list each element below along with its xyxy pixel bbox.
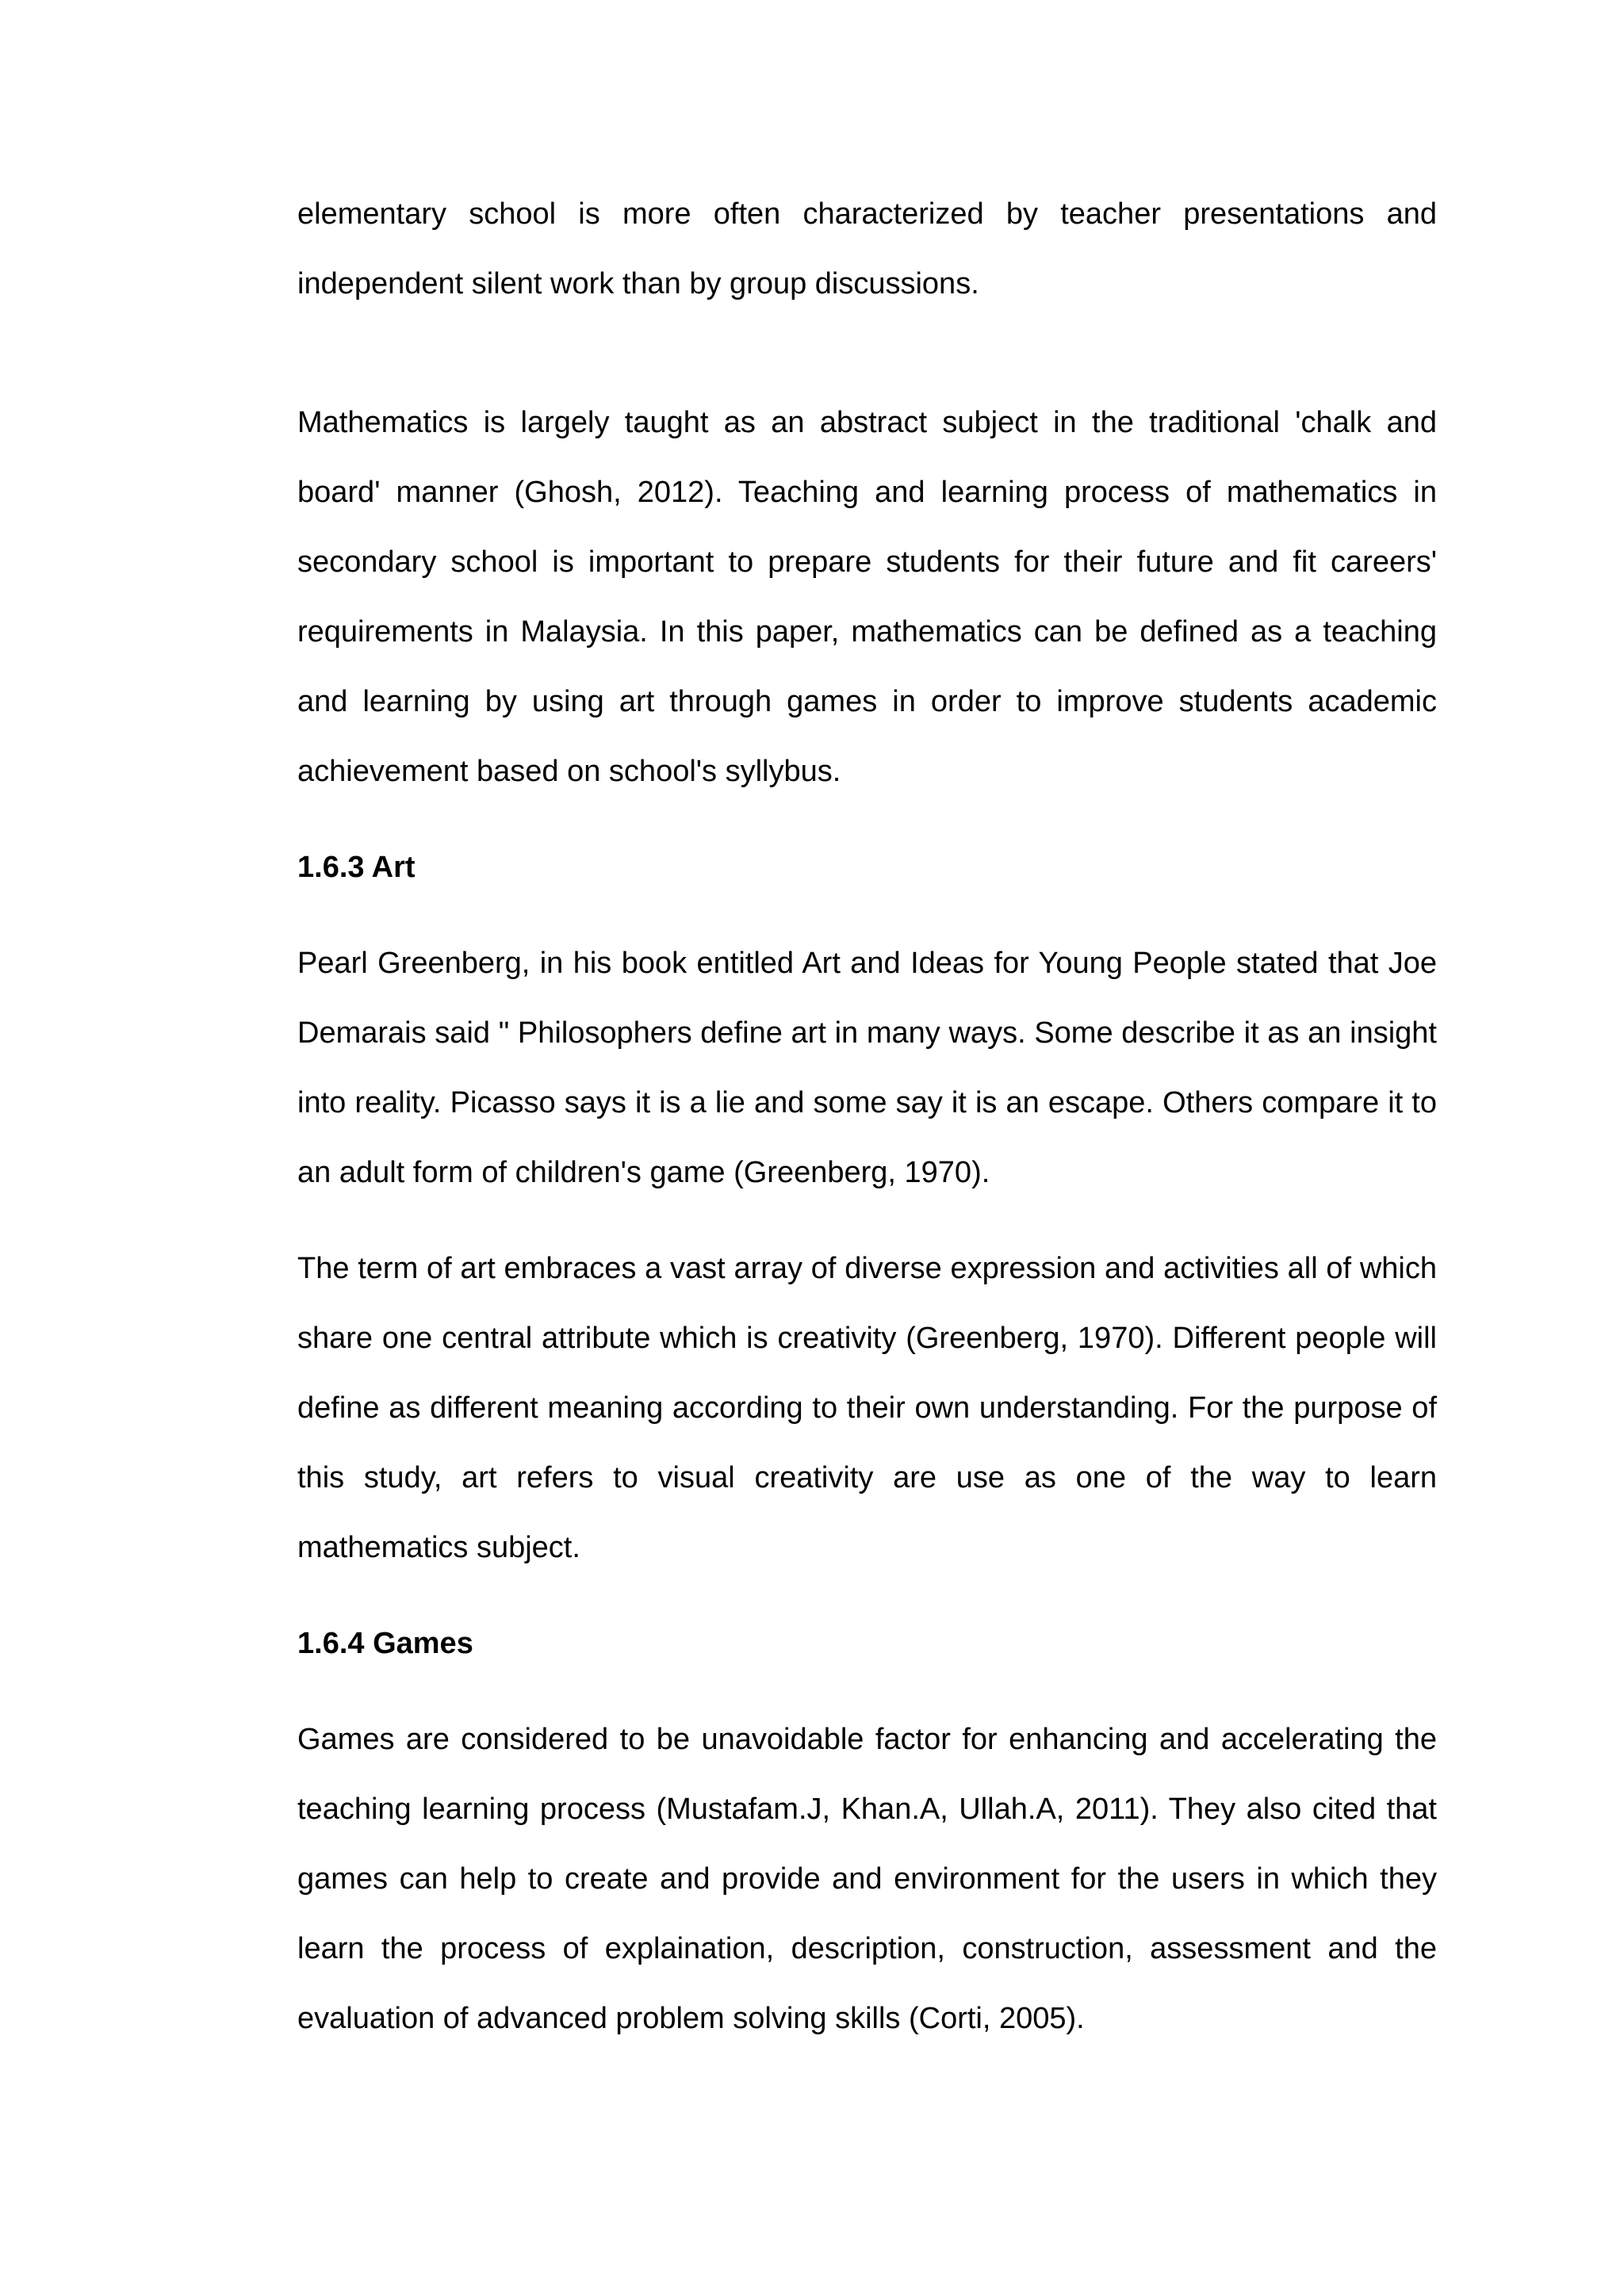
- paragraph-spacer: [297, 1207, 1437, 1234]
- paragraph-spacer: [297, 806, 1437, 832]
- paragraph-term-of-art: The term of art embraces a vast array of diverse expression and activities all of which share one central attribute which is creativity (Greenberg, 1970). Different people will define as different meaning according to their own understanding. For the purpose of this study, art refers to visual creativity are use as one of the way to learn mathematics subject.: [297, 1252, 1437, 1564]
- paragraph-spacer: [297, 1678, 1437, 1705]
- paragraph-greenberg: Pearl Greenberg, in his book entitled Art and Ideas for Young People stated that Joe Demarais said " Philosophers define art in many ways. Some describe it as an insight into reality. Picasso says it is a lie and some say it is an escape. Others compare it to an adult form of children's game (Greenberg, 1970).: [297, 947, 1437, 1189]
- paragraph-spacer: [297, 1582, 1437, 1609]
- section-heading-art: 1.6.3 Art: [297, 851, 416, 884]
- paragraph-games: Games are considered to be unavoidable factor for enhancing and accelerating the teaching learning process (Mustafam.J, Khan.A, Ullah.A, 2011). They also cited that games can help to create and provide and environment for the users in which they learn the process of explaination, description, construction, assessment and the evaluation of advanced problem solving skills (Corti, 2005).: [297, 1723, 1437, 2035]
- paragraph-elementary-school: elementary school is more often characterized by teacher presentations and independent silent work than by group discussions.: [297, 197, 1437, 300]
- paragraph-mathematics: Mathematics is largely taught as an abstract subject in the traditional 'chalk and board' manner (Ghosh, 2012). Teaching and learning process of mathematics in secondary school is important to prepare students for their future and fit careers' requirements in Malaysia. In this paper, mathematics can be defined as a teaching and learning by using art through games in order to improve students academic achievement based on school's syllybus.: [297, 406, 1437, 788]
- paragraph-spacer: [297, 319, 1437, 388]
- document-page: [297, 179, 1437, 2053]
- paragraph-spacer: [297, 902, 1437, 928]
- section-heading-games: 1.6.4 Games: [297, 1627, 473, 1660]
